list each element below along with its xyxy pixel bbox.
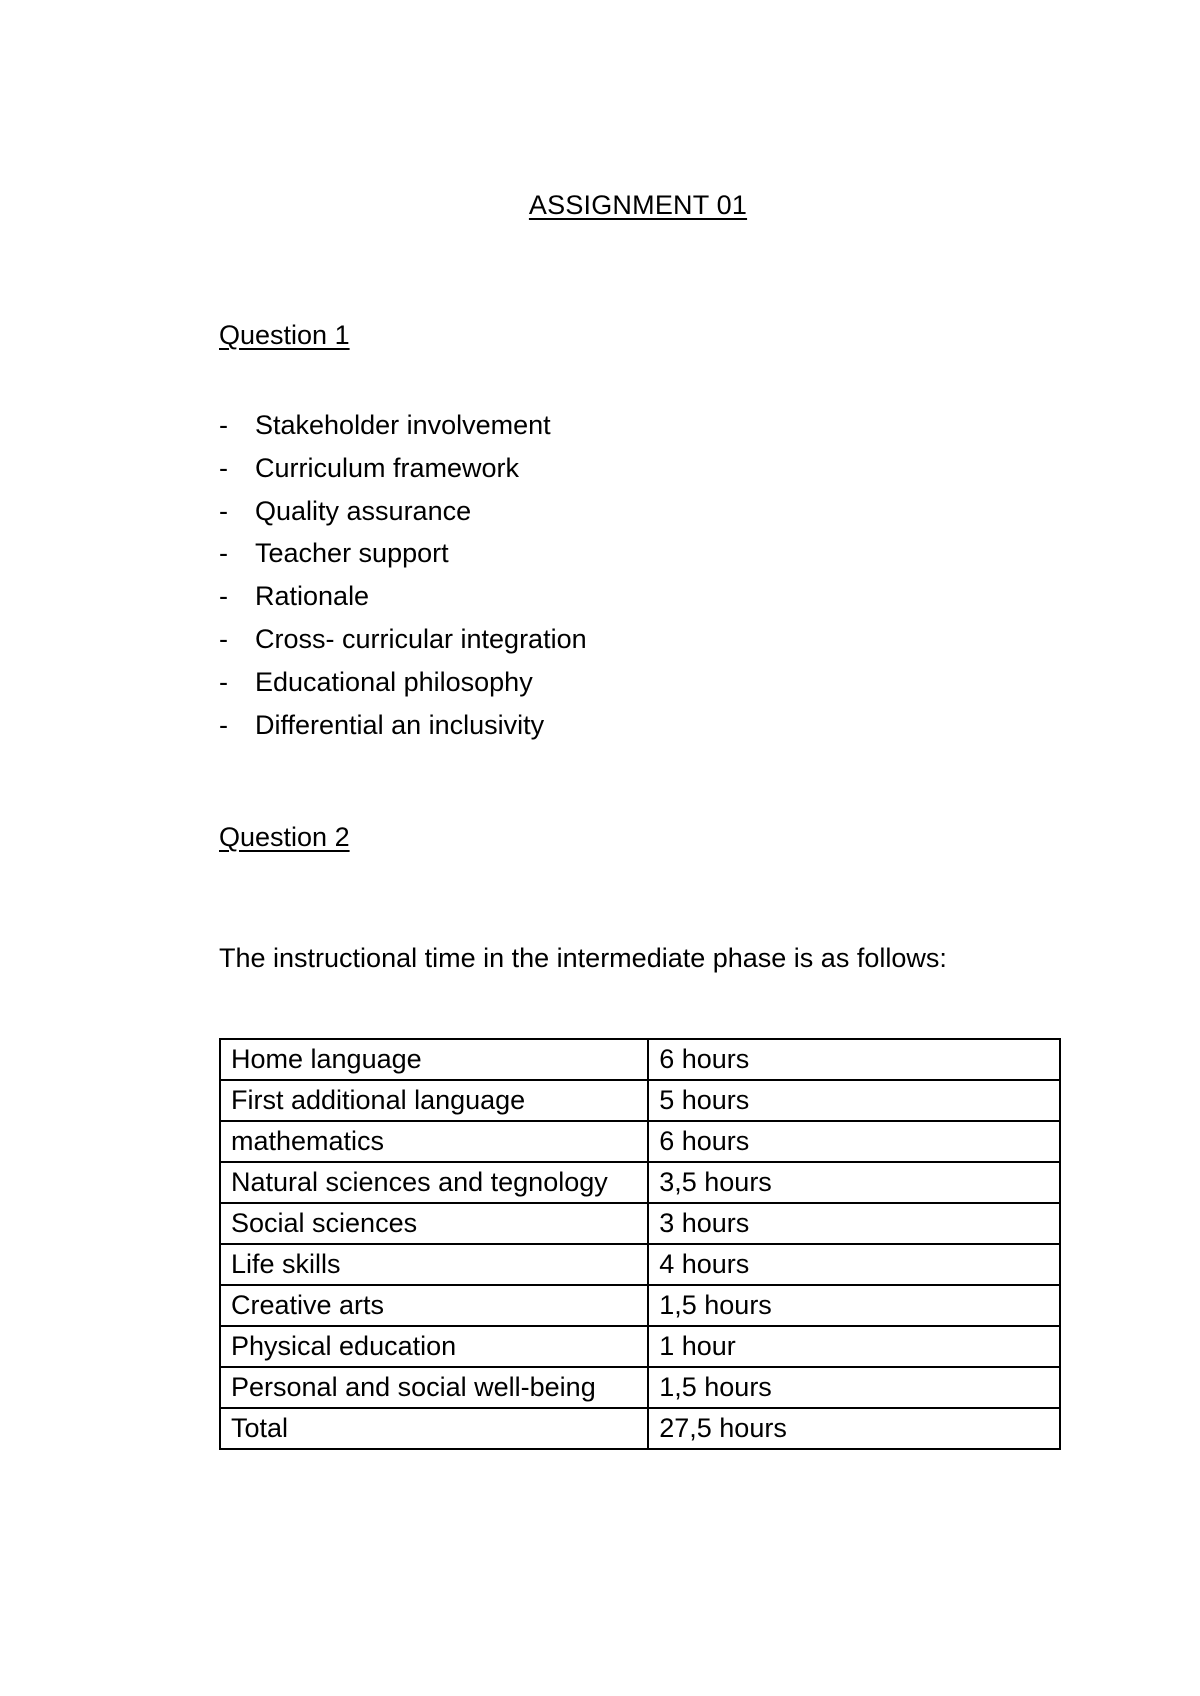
list-item: [219, 661, 587, 704]
list-item: [219, 575, 587, 618]
time-cell: 5 hours: [648, 1080, 1060, 1121]
table-row: [220, 1326, 1060, 1367]
table-row: [220, 1039, 1060, 1080]
table-row: [220, 1121, 1060, 1162]
list-item: [219, 618, 587, 661]
list-item-text: Stakeholder involvement: [255, 410, 551, 440]
subject-cell: Physical education: [220, 1326, 648, 1367]
time-cell: 6 hours: [648, 1039, 1060, 1080]
dash-bullet: -: [219, 538, 228, 569]
table-row: [220, 1367, 1060, 1408]
list-item: [219, 490, 587, 533]
dash-bullet: -: [219, 623, 228, 654]
dash-bullet: -: [219, 709, 228, 740]
table-row: [220, 1162, 1060, 1203]
time-cell: 1,5 hours: [648, 1367, 1060, 1408]
total-label-cell: Total: [220, 1408, 648, 1449]
table-row: [220, 1080, 1060, 1121]
list-item: [219, 447, 587, 490]
time-cell: 4 hours: [648, 1244, 1060, 1285]
list-item-text: Curriculum framework: [255, 452, 520, 483]
dash-bullet: -: [219, 581, 228, 612]
table-row: [220, 1244, 1060, 1285]
list-item: [219, 532, 587, 575]
time-cell: 1 hour: [648, 1326, 1060, 1367]
document-title: ASSIGNMENT 01: [528, 190, 748, 220]
list-item-text: Teacher support: [255, 538, 449, 569]
time-cell: 3,5 hours: [648, 1162, 1060, 1203]
subject-cell: mathematics: [220, 1121, 648, 1162]
list-item: [219, 704, 587, 747]
table-row: [220, 1285, 1060, 1326]
dash-bullet: -: [219, 666, 228, 697]
list-item-text: Rationale: [255, 581, 370, 612]
subject-cell: Personal and social well-being: [220, 1367, 648, 1408]
time-cell: 6 hours: [648, 1121, 1060, 1162]
subject-cell: Life skills: [220, 1244, 648, 1285]
table-row: [220, 1408, 1060, 1449]
subject-cell: Home language: [220, 1039, 648, 1080]
time-cell: 3 hours: [648, 1203, 1060, 1244]
total-value-cell: 27,5 hours: [648, 1408, 1060, 1449]
table-row: [220, 1203, 1060, 1244]
subject-cell: First additional language: [220, 1080, 648, 1121]
instructional-time-table: [219, 1038, 1061, 1450]
subject-cell: Creative arts: [220, 1285, 648, 1326]
list-item-text: Cross- curricular integration: [255, 623, 587, 654]
list-item-text: Differential an inclusivity: [255, 709, 545, 740]
subject-cell: Social sciences: [220, 1203, 648, 1244]
list-item: [219, 404, 587, 447]
list-item-text: Educational philosophy: [255, 666, 533, 697]
dash-bullet: -: [219, 410, 228, 440]
question-1-bullet-list: [219, 404, 587, 746]
time-cell: 1,5 hours: [648, 1285, 1060, 1326]
question-2-intro: The instructional time in the intermediate phase is as follows:: [219, 943, 947, 973]
subject-cell: Natural sciences and tegnology: [220, 1162, 648, 1203]
question-1-heading: Question 1: [219, 320, 350, 350]
question-2-heading: Question 2: [219, 822, 350, 852]
dash-bullet: -: [219, 452, 228, 483]
dash-bullet: -: [219, 495, 228, 526]
list-item-text: Quality assurance: [255, 495, 472, 526]
